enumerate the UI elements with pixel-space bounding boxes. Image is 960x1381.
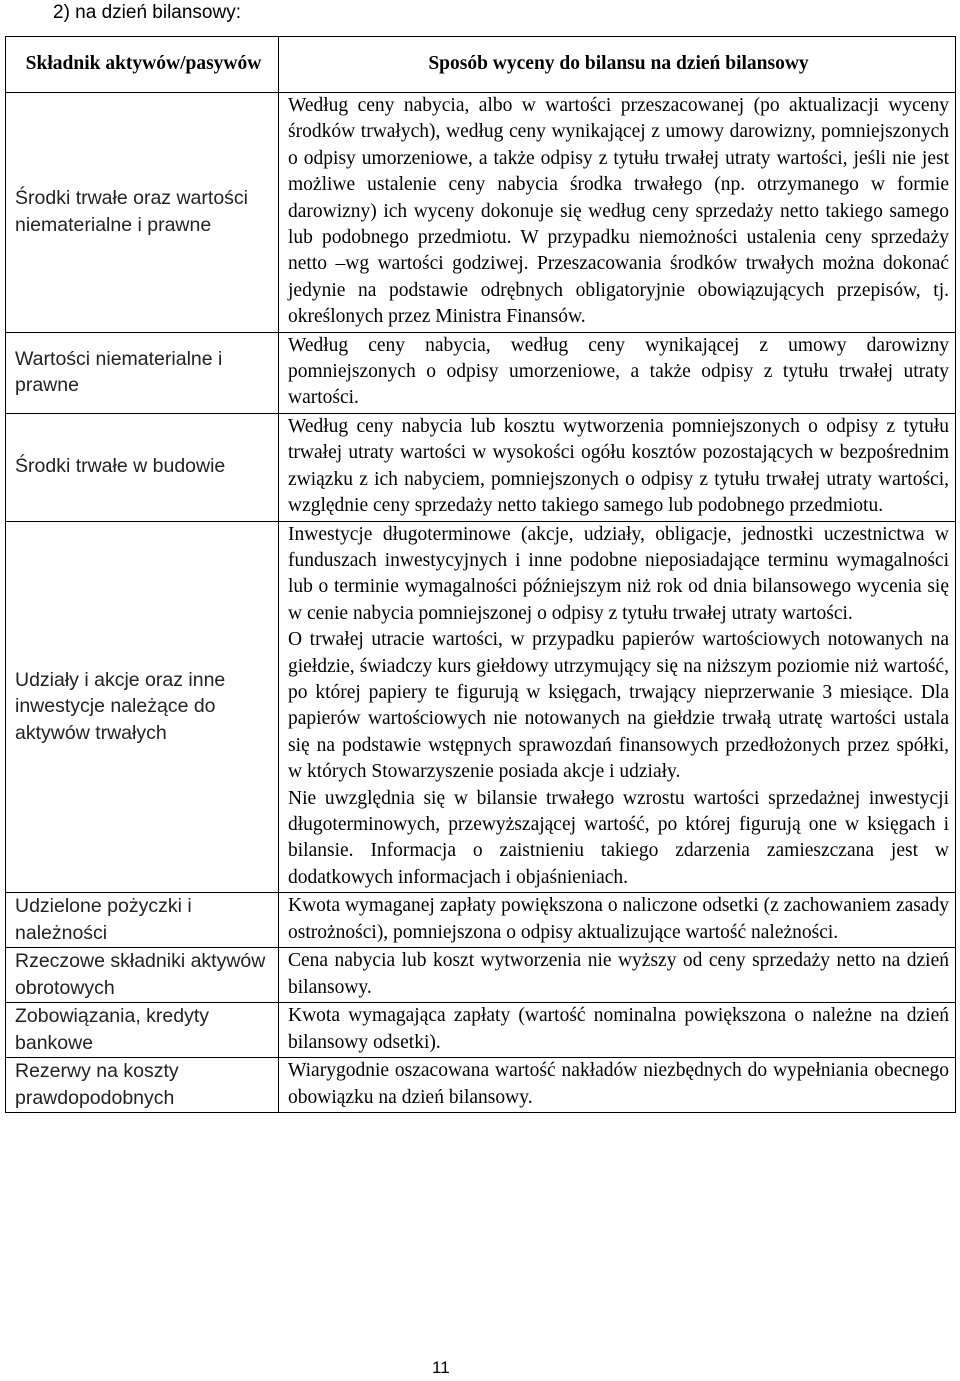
header-valuation-method: Sposób wyceny do bilansu na dzień bilansowy bbox=[279, 37, 956, 93]
table-row bbox=[6, 1058, 956, 1113]
method-paragraph: Nie uwzględnia się w bilansie trwałego wzrostu wartości sprzedażnej inwestycji długoterminowych, przewyższającej wartość, po której figurują one w księgach i bilansie. Informacja o zaistnieniu takiego zdarzenia zamieszczana jest w dodatkowych informacjach i objaśnieniach. bbox=[288, 787, 949, 888]
page-number: 11 bbox=[432, 1358, 450, 1377]
section-heading: 2) na dzień bilansowy: bbox=[53, 2, 241, 23]
table-header-row bbox=[6, 37, 956, 93]
row-item-liabilities-and-bank-loans: Zobowiązania, kredyty bankowe bbox=[6, 1003, 279, 1058]
row-item-shares-and-investments: Udziały i akcje oraz inne inwestycje należące do aktywów trwałych bbox=[6, 521, 279, 893]
table-row bbox=[6, 413, 956, 521]
row-item-current-tangible-assets: Rzeczowe składniki aktywów obrotowych bbox=[6, 948, 279, 1003]
row-item-fixed-and-intangible-assets: Środki trwałe oraz wartości niematerialne i prawne bbox=[6, 93, 279, 333]
row-method-shares-and-investments bbox=[279, 521, 956, 893]
table-row bbox=[6, 332, 956, 413]
table-row bbox=[6, 893, 956, 948]
row-item-assets-under-construction: Środki trwałe w budowie bbox=[6, 413, 279, 521]
table-row bbox=[6, 521, 956, 893]
header-asset-component: Składnik aktywów/pasywów bbox=[6, 37, 279, 93]
row-method-intangible-assets: Według ceny nabycia, według ceny wynikającej z umowy darowizny pomniejszonych o odpisy umorzeniowe, a także odpisy z tytułu trwałej utraty wartości. bbox=[279, 332, 956, 413]
row-item-provisions: Rezerwy na koszty prawdopodobnych bbox=[6, 1058, 279, 1113]
row-method-fixed-and-intangible-assets: Według ceny nabycia, albo w wartości przeszacowanej (po aktualizacji wyceny środków trwałych), według ceny wynikającej z umowy darowizny, pomniejszonych o odpisy umorzeniowe, a także odpisy z tytułu trwałej utraty wartości, jeśli nie jest możliwe ustalenie ceny nabycia środka trwałego (np. otrzymanego w formie darowizny) ich wyceny dokonuje się według ceny sprzedaży netto takiego samego lub podobnego przedmiotu. W przypadku niemożności ustalenia ceny sprzedaży netto –wg wartości godziwej. Przeszacowania środków trwałych można dokonać jedynie na podstawie odrębnych obligatoryjnie obowiązujących przepisów, tj. określonych przez Ministra Finansów. bbox=[279, 93, 956, 333]
method-paragraph: Inwestycje długoterminowe (akcje, udziały, obligacje, jednostki uczestnictwa w funduszach inwestycyjnych i inne podobne nieposiadające terminu wymagalności lub o terminie wymagalności późniejszym niż rok od dnia bilansowego wycenia się w cenie nabycia pomniejszonej o odpisy z tytułu trwałej utraty wartości. bbox=[288, 523, 949, 624]
row-method-liabilities-and-bank-loans: Kwota wymagająca zapłaty (wartość nominalna powiększona o należne na dzień bilansowy odsetki). bbox=[279, 1003, 956, 1058]
row-item-loans-and-receivables: Udzielone pożyczki i należności bbox=[6, 893, 279, 948]
valuation-table bbox=[5, 36, 956, 1113]
row-method-current-tangible-assets: Cena nabycia lub koszt wytworzenia nie wyższy od ceny sprzedaży netto na dzień bilansowy. bbox=[279, 948, 956, 1003]
row-method-loans-and-receivables: Kwota wymaganej zapłaty powiększona o naliczone odsetki (z zachowaniem zasady ostrożności), pomniejszona o odpisy aktualizujące wartość należności. bbox=[279, 893, 956, 948]
table-row bbox=[6, 93, 956, 333]
row-method-assets-under-construction: Według ceny nabycia lub kosztu wytworzenia pomniejszonych o odpisy z tytułu trwałej utraty wartości w wysokości ogółu kosztów pozostających w bezpośrednim związku z ich nabyciem, pomniejszonych o odpisy z tytułu trwałej utraty wartości, względnie ceny sprzedaży netto takiego samego lub podobnego przedmiotu. bbox=[279, 413, 956, 521]
table-row bbox=[6, 948, 956, 1003]
table-row bbox=[6, 1003, 956, 1058]
method-paragraph: O trwałej utracie wartości, w przypadku papierów wartościowych notowanych na giełdzie, świadczy kurs giełdowy utrzymujący się na niższym poziomie niż wartość, po której papiery te figurują w księgach, trwający nieprzerwanie 3 miesiące. Dla papierów wartościowych nie notowanych na giełdzie trwałą utratę wartości ustala się na podstawie wstępnych sprawozdań finansowych przedłożonych przez spółki, w których Stowarzyszenie posiada akcje i udziały. bbox=[288, 629, 949, 783]
row-method-provisions: Wiarygodnie oszacowana wartość nakładów niezbędnych do wypełniania obecnego obowiązku na dzień bilansowy. bbox=[279, 1058, 956, 1113]
row-item-intangible-assets: Wartości niematerialne i prawne bbox=[6, 332, 279, 413]
